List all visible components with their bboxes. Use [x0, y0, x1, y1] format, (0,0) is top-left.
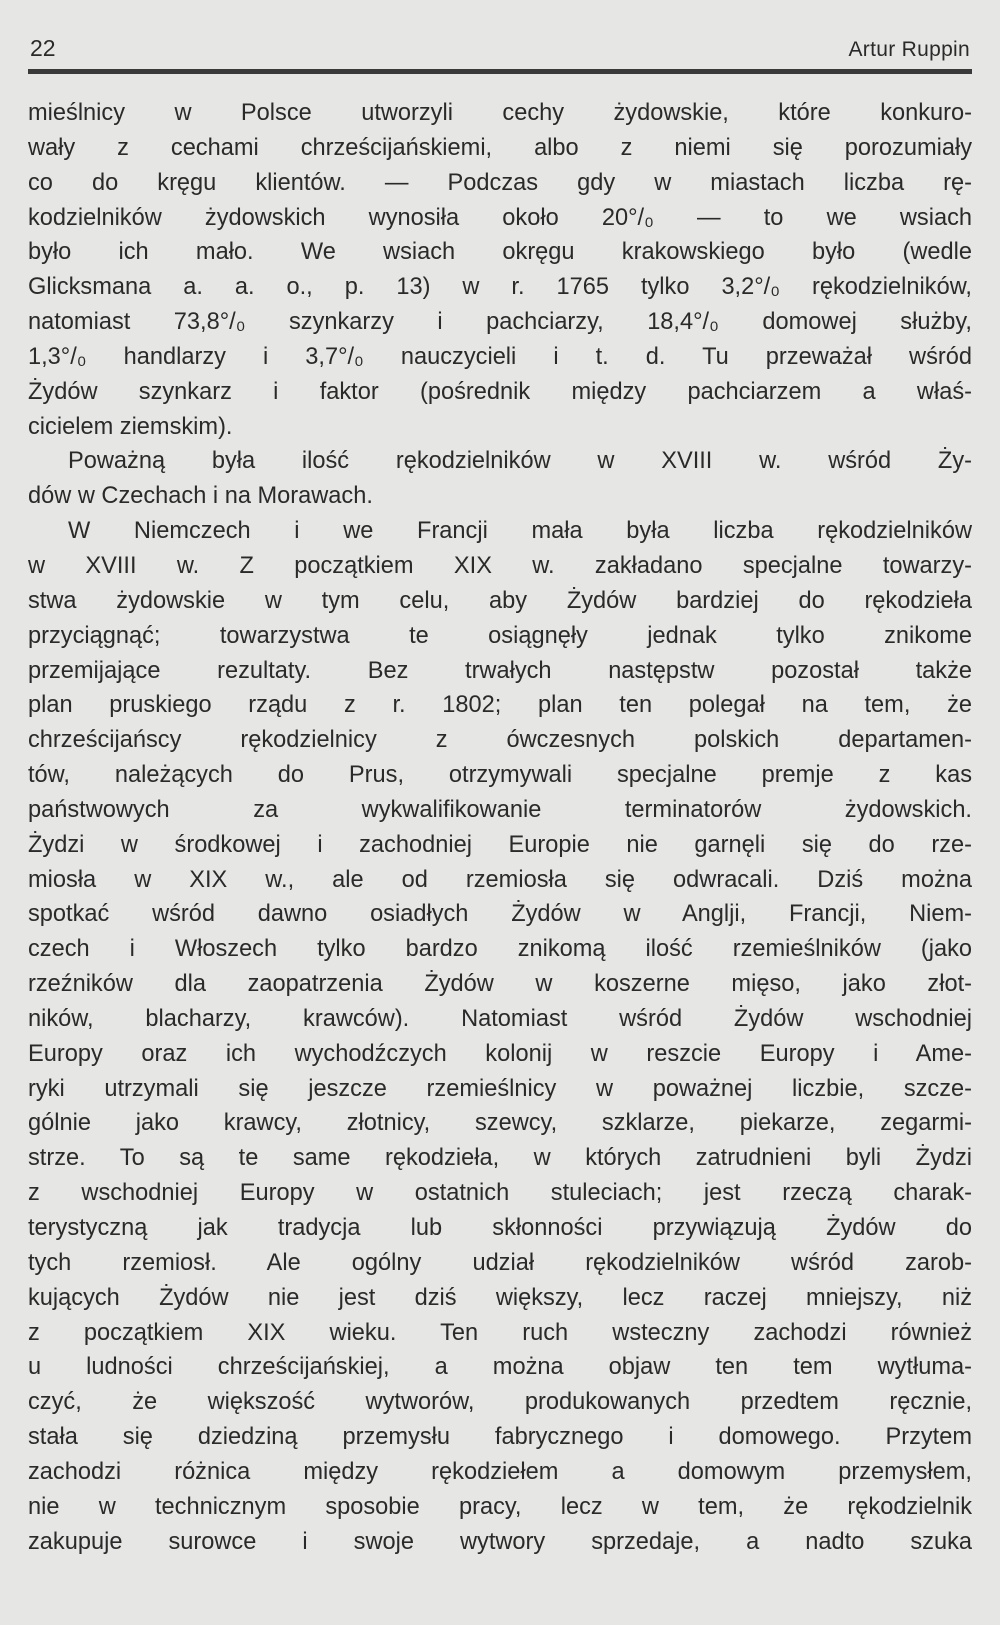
page-number: 22 [30, 35, 56, 61]
text-line: terystyczną jak tradycja lub skłonności przywiązują Żydów do [28, 1215, 972, 1241]
text-line: ników, blacharzy, krawców). Natomiast wśród Żydów wschodniej [28, 1005, 972, 1032]
text-line: państwowych za wykwalifikowanie terminatorów żydowskich. [28, 796, 972, 823]
text-line: przyciągnąć; towarzystwa te osiągnęły jednak tylko znikome [28, 622, 972, 649]
text-line: nie w technicznym sposobie pracy, lecz w tem, że rękodzielnik [28, 1493, 972, 1520]
body-text [28, 96, 972, 1559]
text-line: W Niemczech i we Francji mała była liczba rękodzielników [68, 518, 972, 545]
text-line: tych rzemiosł. Ale ogólny udział rękodzielników wśród zarob- [28, 1249, 972, 1276]
text-line: kodzielników żydowskich wynosiła około 20°/₀ — to we wsiach [28, 204, 972, 231]
text-line: Żydów szynkarz i faktor (pośrednik między pachciarzem a właś- [28, 378, 972, 405]
text-line: chrześcijańscy rękodzielnicy z ówczesnych polskich departamen- [28, 727, 972, 754]
text-line: ryki utrzymali się jeszcze rzemieślnicy w poważnej liczbie, szcze- [28, 1075, 972, 1102]
text-line: Europy oraz ich wychodźczych kolonij w reszcie Europy i Ame- [28, 1040, 972, 1067]
text-line: mieślnicy w Polsce utworzyli cechy żydowskie, które konkuro- [28, 100, 972, 126]
text-line: zakupuje surowce i swoje wytwory sprzedaje, a nadto szuka [28, 1528, 972, 1555]
text-line: wały z cechami chrześcijańskiemi, albo z niemi się porozumiały [28, 134, 972, 161]
text-line: Poważną była ilość rękodzielników w XVIII w. wśród Ży- [68, 448, 972, 475]
page-header [28, 30, 972, 66]
text-line: miosła w XIX w., ale od rzemiosła się odwracali. Dziś można [28, 866, 972, 893]
text-line: czyć, że większość wytworów, produkowanych przedtem ręcznie, [28, 1389, 972, 1416]
text-line: stała się dziedziną przemysłu fabrycznego i domowego. Przytem [28, 1424, 972, 1451]
text-line: natomiast 73,8°/₀ szynkarzy i pachciarzy, 18,4°/₀ domowej służby, [28, 309, 972, 336]
running-head-author: Artur Ruppin [848, 38, 970, 61]
text-line: z początkiem XIX wieku. Ten ruch wsteczny zachodzi również [28, 1319, 972, 1346]
text-line: rzeźników dla zaopatrzenia Żydów w koszerne mięso, jako złot- [28, 971, 972, 998]
text-line: dów w Czechach i na Morawach. [28, 483, 373, 510]
text-line: 1,3°/₀ handlarzy i 3,7°/₀ nauczycieli i t. d. Tu przeważał wśród [28, 343, 972, 370]
text-line: spotkać wśród dawno osiadłych Żydów w Anglji, Francji, Niem- [28, 901, 972, 928]
text-line: zachodzi różnica między rękodziełem a domowym przemysłem, [28, 1458, 972, 1485]
header-rule [28, 69, 972, 74]
text-line: przemijające rezultaty. Bez trwałych następstw pozostał także [28, 657, 972, 684]
text-line: kujących Żydów nie jest dziś większy, lecz raczej mniejszy, niż [28, 1284, 972, 1311]
text-line: gólnie jako krawcy, złotnicy, szewcy, szklarze, piekarze, zegarmi- [28, 1110, 972, 1137]
text-line: czech i Włoszech tylko bardzo znikomą ilość rzemieślników (jako [28, 936, 972, 963]
text-line: u ludności chrześcijańskiej, a można objaw ten tem wytłuma- [28, 1354, 972, 1381]
text-line: było ich mało. We wsiach okręgu krakowskiego było (wedle [28, 239, 972, 266]
text-line: co do kręgu klientów. — Podczas gdy w miastach liczba rę- [28, 169, 972, 196]
text-line: w XVIII w. Z początkiem XIX w. zakładano specjalne towarzy- [28, 552, 972, 579]
text-line: Glicksmana a. a. o., p. 13) w r. 1765 tylko 3,2°/₀ rękodzielników, [28, 274, 972, 301]
text-line: tów, należących do Prus, otrzymywali specjalne premje z kas [28, 762, 972, 789]
text-line: plan pruskiego rządu z r. 1802; plan ten polegał na tem, że [28, 692, 972, 719]
text-line: z wschodniej Europy w ostatnich stuleciach; jest rzeczą charak- [28, 1180, 972, 1207]
text-line: strze. To są te same rękodzieła, w których zatrudnieni byli Żydzi [28, 1145, 972, 1172]
text-line: cicielem ziemskim). [28, 413, 233, 440]
text-line: Żydzi w środkowej i zachodniej Europie nie garnęli się do rze- [28, 831, 972, 858]
text-line: stwa żydowskie w tym celu, aby Żydów bardziej do rękodzieła [28, 587, 972, 614]
